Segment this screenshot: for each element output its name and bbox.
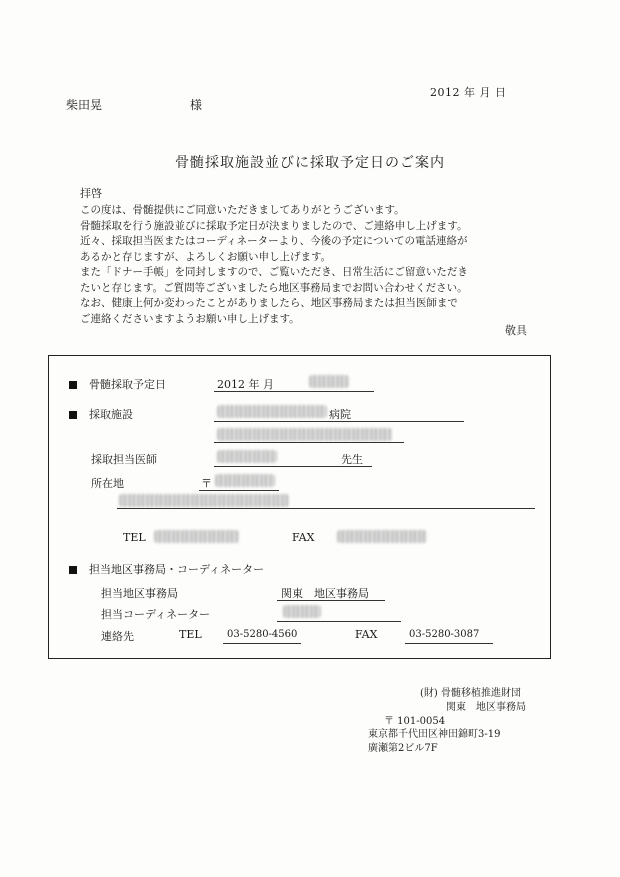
contact-fax-value: 03-5280-3087 [409, 629, 480, 640]
bullet-square-icon [69, 381, 77, 389]
body-line: たいと存じます。ご質問等ございましたら地区事務局までお問い合わせください。 [80, 281, 468, 294]
office-section-label: 担当地区事務局・コーディネーター [89, 563, 265, 576]
date-underline [214, 391, 374, 392]
contact-tel-value: 03-5280-4560 [227, 629, 298, 640]
letter-body [80, 203, 540, 327]
footer-org-name: (財) 骨髄移植推進財団 [420, 688, 521, 699]
redacted-doctor [217, 450, 277, 463]
redacted-address [119, 494, 289, 507]
footer-address-line2: 廣瀬第2ビル7F [368, 743, 438, 754]
address-underline [117, 508, 535, 509]
contact-label: 連絡先 [101, 630, 134, 643]
office-label: 担当地区事務局 [101, 587, 178, 600]
body-line: なお、健康上何か変わったことがありましたら、地区事務局または担当医師まで [80, 297, 458, 309]
facility-label: 採取施設 [89, 408, 133, 421]
body-line: 骨髄採取を行う施設並びに採取予定日が決まりましたので、ご連絡申し上げます。 [80, 219, 468, 232]
postal-mark: 〒 [201, 477, 212, 490]
body-line: ご連絡くださいますようお願い申し上げます。 [80, 312, 300, 325]
redacted-date [309, 375, 349, 388]
body-line: あるかと存じますが、よろしくお願い申し上げます。 [80, 250, 332, 263]
details-box [48, 355, 551, 659]
doctor-underline [214, 466, 372, 467]
location-label: 所在地 [91, 477, 124, 490]
redacted-coordinator [283, 605, 321, 618]
office-value: 関東 地区事務局 [281, 587, 369, 600]
footer-postal: 〒 101-0054 [384, 716, 446, 727]
body-line: この度は、骨髄提供にご同意いただきましてありがとうございます。 [80, 204, 405, 216]
footer-address-line1: 東京都千代田区神田錦町3-19 [368, 729, 501, 740]
doctor-suffix: 先生 [341, 453, 363, 466]
contact-fax-underline [405, 643, 493, 644]
office-underline [277, 600, 385, 601]
footer-org-office: 関東 地区事務局 [446, 702, 526, 713]
redacted-department [217, 428, 392, 441]
body-line: また「ドナー手帳」を同封しますので、ご覧いただき、日常生活にご留意いただき [80, 266, 468, 278]
body-line: 近々、採取担当医またはコーディネーターより、今後の予定についての電話連絡が [80, 235, 468, 247]
bullet-square-icon [69, 411, 77, 419]
bullet-square-icon [69, 566, 77, 574]
collection-date-value: 2012 年 月 [217, 378, 274, 391]
facility-underline [214, 421, 464, 422]
department-underline [214, 442, 404, 443]
redacted-facility [217, 405, 327, 418]
letter-title: 骨髄採取施設並びに採取予定日のご案内 [175, 155, 445, 171]
redacted-postal [215, 474, 275, 487]
addressee-name: 柴田晃 [66, 98, 103, 112]
facility-suffix: 病院 [329, 408, 351, 421]
office-section-row [69, 561, 264, 577]
doctor-label: 採取担当医師 [91, 453, 157, 466]
contact-fax-label: FAX [355, 628, 378, 641]
letter-date: 2012 年 月 日 [430, 86, 507, 99]
redacted-fax [337, 530, 427, 543]
facility-tel-label: TEL [123, 531, 146, 544]
facility-fax-label: FAX [292, 531, 315, 544]
coordinator-underline [277, 621, 401, 622]
closing-salutation: 敬具 [505, 324, 527, 337]
opening-salutation: 拝啓 [80, 187, 102, 200]
contact-tel-label: TEL [179, 628, 202, 641]
addressee-honorific: 様 [190, 98, 203, 112]
postal-underline [199, 490, 279, 491]
collection-date-label: 骨髄採取予定日 [89, 378, 166, 391]
contact-tel-underline [223, 643, 301, 644]
redacted-tel [154, 530, 239, 543]
coordinator-label: 担当コーディネーター [101, 608, 211, 621]
facility-row [69, 406, 133, 422]
collection-date-row [69, 376, 166, 392]
